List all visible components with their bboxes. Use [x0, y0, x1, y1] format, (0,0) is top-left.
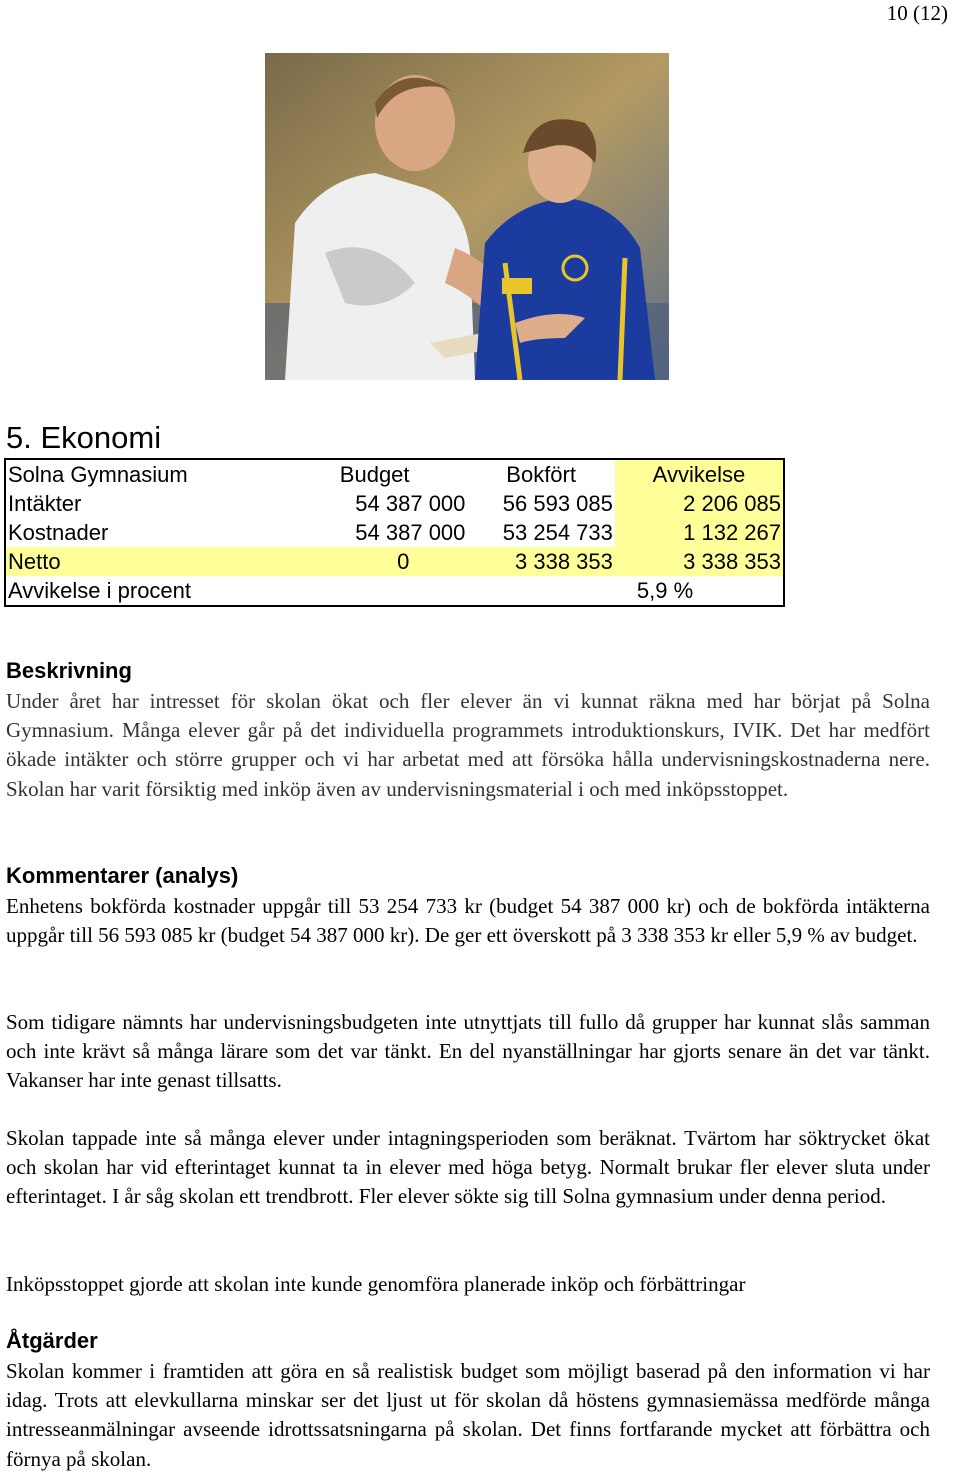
paragraph-kommentarer-4: Inköpsstoppet gjorde att skolan inte kunde genomföra planerade inköp och förbättringar [6, 1272, 746, 1296]
table-cell: 1 132 267 [615, 518, 784, 547]
table-cell: Avvikelse i procent [8, 578, 192, 603]
paragraph-kommentarer-1: Enhetens bokförda kostnader uppgår till 53 254 733 kr (budget 54 387 000 kr) och de bokförda intäkterna uppgår till 56 593 085 kr (budget 54 387 000 kr). De ger ett överskott på 3 338 353 kr eller 5,9 % av budget. [6, 894, 930, 948]
table-row [5, 489, 784, 518]
table-cell: Netto [5, 547, 282, 576]
paragraph-kommentarer-3: Skolan tappade inte så många elever under intagningsperioden som beräknat. Tvärtom har söktrycket ökat och skolan har vid efterintaget kunnat ta in elever med höga betyg. Normalt brukar fler elever sluta under efterintaget. I år såg skolan ett trendbrott. Fler elever sökte sig till Solna gymnasium under denna period. [6, 1126, 930, 1209]
table-header: Avvikelse [615, 459, 784, 489]
table-cell: 54 387 000 [355, 520, 466, 545]
table-cell: 2 206 085 [615, 489, 784, 518]
heading-atgarder: Åtgärder [6, 1328, 98, 1353]
paragraph-beskrivning: Under året har intresset för skolan ökat och fler elever än vi kunnat räkna med har börjat på Solna Gymnasium. Många elever går på det individuella programmets introduktionskurs, IVIK. Det har medfört ökade intäkter och större grupper och vi har arbetat med att försöka hålla undervisningskostnaderna nere. Skolan har varit försiktig med inköp även av undervisningsmaterial i och med inköpsstoppet. [6, 689, 930, 801]
table-cell: 5,9 % [636, 578, 694, 603]
section-title: 5. Ekonomi [6, 420, 162, 455]
table-cell: 3 338 353 [467, 547, 614, 576]
table-cell: 0 [282, 547, 467, 576]
table-header: Solna Gymnasium [8, 462, 188, 487]
paragraph-atgarder: Skolan kommer i framtiden att göra en så realistisk budget som möjligt baserad på den information vi har idag. Trots att elevkullarna minskar ser det ljust ut för skolan då höstens gymnasiemässa medförde många intresseanmälningar avseende idrottssatsningarna på skolan. Det finns fortfarande mycket att förbättra och förnya på skolan. [6, 1359, 930, 1471]
heading-beskrivning: Beskrivning [6, 658, 132, 683]
paragraph-kommentarer-2: Som tidigare nämnts har undervisningsbudgeten inte utnyttjats till fullo då grupper har kunnat slås samman och inte krävt så många lärare som det var tänkt. En del nyanställningar har gjorts senare än det var tänkt. Vakanser har inte genast tillsatts. [6, 1010, 930, 1093]
table-cell: Kostnader [8, 520, 109, 545]
table-cell: 53 254 733 [502, 520, 613, 545]
budget-table [4, 458, 785, 607]
table-cell: 3 338 353 [615, 547, 784, 576]
table-cell: Intäkter [8, 491, 82, 516]
table-header: Budget [339, 462, 410, 487]
heading-kommentarer: Kommentarer (analys) [6, 863, 239, 888]
table-row-percent [5, 576, 784, 606]
table-header: Bokfört [506, 462, 576, 487]
table-row-netto [5, 547, 784, 576]
table-row [5, 518, 784, 547]
page-number: 10 (12) [886, 1, 948, 25]
table-header-row [5, 459, 784, 489]
table-cell: 54 387 000 [355, 491, 466, 516]
table-cell: 56 593 085 [502, 491, 613, 516]
students-photo [265, 53, 669, 380]
